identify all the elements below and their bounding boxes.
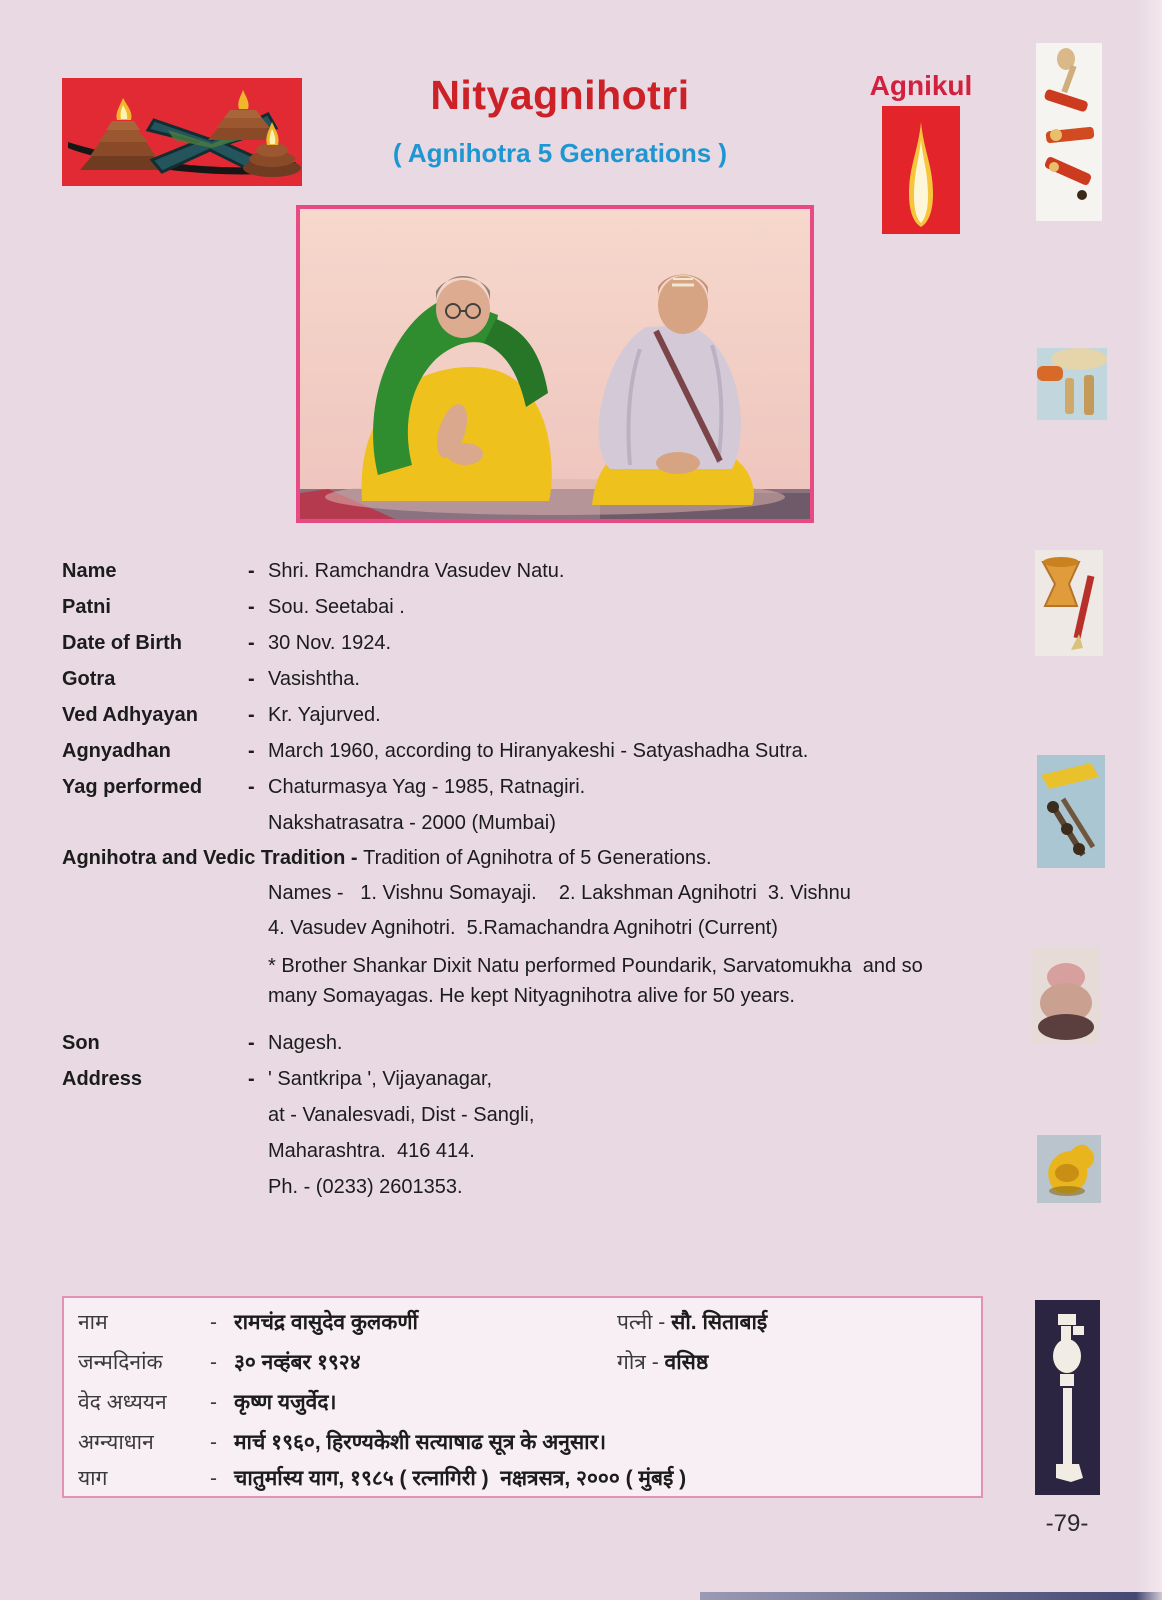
turmeric-conch-image — [1037, 1135, 1101, 1203]
detail-dash: - — [248, 632, 255, 654]
marathi-dash: - — [210, 1391, 217, 1414]
detail-label: Agnyadhan — [62, 740, 171, 762]
agnikul-flame-emblem — [882, 106, 960, 234]
marathi-dash: - — [210, 1351, 217, 1374]
side-photo-samidha-sticks — [1037, 755, 1105, 868]
marathi-right-label: गोत्र - — [617, 1351, 665, 1374]
marathi-value: कृष्ण यजुर्वेद। — [234, 1391, 337, 1414]
detail-row-patni — [62, 594, 1062, 620]
agnihotra-pyramids-logo — [62, 78, 302, 186]
detail-label: Name — [62, 560, 117, 582]
detail-value: Vasishtha. — [268, 668, 360, 690]
side-photo-carved-pillar — [1035, 1300, 1100, 1495]
wooden-vessel-brush-image — [1035, 550, 1103, 656]
marathi-label: अग्न्याधान — [78, 1431, 154, 1454]
detail-dash: - — [248, 668, 255, 690]
detail-dash: - — [248, 740, 255, 762]
side-photo-yajna-utensils — [1037, 348, 1107, 420]
marathi-right-value: सौ. सिताबाई — [671, 1311, 768, 1334]
page-subtitle: ( Agnihotra 5 Generations ) — [392, 138, 728, 168]
marathi-right-label: पत्नी - — [617, 1311, 672, 1334]
side-photo-wooden-vessel-brush — [1035, 550, 1103, 656]
yajna-utensils-image — [1037, 348, 1107, 420]
tradition-note-line1: * Brother Shankar Dixit Natu performed Poundarik, Sarvatomukha and so — [268, 955, 923, 977]
side-photo-turmeric-conch — [1037, 1135, 1101, 1203]
marathi-value: मार्च १९६०, हिरण्यकेशी सत्याषाढ सूत्र के अनुसार। — [234, 1431, 607, 1454]
pyramids-flames-icon — [62, 78, 302, 186]
detail-row-address — [62, 1066, 1062, 1092]
carved-pillar-image — [1035, 1300, 1100, 1495]
detail-value: Sou. Seetabai . — [268, 596, 405, 618]
detail-value: ' Santkripa ', Vijayanagar, — [268, 1068, 493, 1090]
detail-label: Ved Adhyayan — [62, 704, 198, 726]
yag-continuation: Nakshatrasatra - 2000 (Mumbai) — [268, 812, 556, 834]
detail-dash: - — [248, 560, 255, 582]
detail-label: Gotra — [62, 668, 116, 690]
couple-photo — [296, 205, 814, 523]
detail-value: March 1960, according to Hiranyakeshi - Satyashadha Sutra. — [268, 740, 809, 762]
detail-label: Patni — [62, 596, 111, 618]
side-photo-ritual-spoons — [1036, 43, 1102, 221]
detail-row-gotra — [62, 666, 1062, 692]
ritual-stones-image — [1032, 947, 1100, 1043]
detail-row-yag — [62, 774, 1062, 800]
marathi-label: याग — [78, 1467, 108, 1490]
marathi-dash: - — [210, 1431, 217, 1454]
page-title: Nityagnihotri — [430, 72, 690, 118]
address-line3: Maharashtra. 416 414. — [268, 1140, 475, 1162]
marathi-value: रामचंद्र वासुदेव कुलकर्णी — [234, 1311, 418, 1334]
detail-row-son — [62, 1030, 1062, 1056]
marathi-value: ३० नव्हंबर १९२४ — [234, 1351, 361, 1374]
couple-photo-image — [300, 209, 810, 519]
marathi-dash: - — [210, 1467, 217, 1490]
detail-row-name — [62, 558, 1062, 584]
side-photo-ritual-stones — [1032, 947, 1100, 1043]
marathi-right-cell — [617, 1350, 708, 1376]
detail-value: Kr. Yajurved. — [268, 704, 381, 726]
detail-dash: - — [248, 1068, 255, 1090]
marathi-label: जन्मदिनांक — [78, 1351, 163, 1374]
page-number: -79- — [1045, 1510, 1089, 1537]
marathi-label: वेद अध्ययन — [78, 1391, 167, 1414]
detail-dash: - — [248, 704, 255, 726]
detail-row-ved-adhyayan — [62, 702, 1062, 728]
address-line4: Ph. - (0233) 2601353. — [268, 1176, 463, 1198]
flame-icon — [882, 106, 960, 234]
detail-label: Yag performed — [62, 776, 203, 798]
detail-dash: - — [248, 1032, 255, 1054]
detail-label: Address — [62, 1068, 143, 1090]
tradition-label: Agnihotra and Vedic Tradition - — [62, 847, 364, 869]
detail-dash: - — [248, 596, 255, 618]
tradition-value: Tradition of Agnihotra of 5 Generations. — [363, 847, 712, 869]
detail-row-dob — [62, 630, 1062, 656]
address-line2: at - Vanalesvadi, Dist - Sangli, — [268, 1104, 535, 1126]
scan-edge-strip — [700, 1592, 1162, 1600]
tradition-row — [62, 845, 1062, 871]
marathi-value: चातुर्मास्य याग, १९८५ ( रत्नागिरी ) नक्षत्रसत्र, २००० ( मुंबई ) — [234, 1467, 687, 1490]
detail-row-agnyadhan — [62, 738, 1062, 764]
brand-name: Agnikul — [869, 70, 973, 101]
detail-label: Son — [62, 1032, 100, 1054]
marathi-right-value: वसिष्ठ — [664, 1351, 709, 1374]
detail-value: Chaturmasya Yag - 1985, Ratnagiri. — [268, 776, 586, 798]
detail-label: Date of Birth — [62, 632, 182, 654]
tradition-names-line1: Names - 1. Vishnu Somayaji. 2. Lakshman Agnihotri 3. Vishnu — [268, 882, 851, 904]
marathi-label: नाम — [78, 1311, 108, 1334]
detail-value: Shri. Ramchandra Vasudev Natu. — [268, 560, 565, 582]
tradition-names-line2: 4. Vasudev Agnihotri. 5.Ramachandra Agnihotri (Current) — [268, 917, 778, 939]
detail-value: Nagesh. — [268, 1032, 343, 1054]
tradition-note-line2: many Somayagas. He kept Nityagnihotra alive for 50 years. — [268, 985, 795, 1007]
marathi-dash: - — [210, 1311, 217, 1334]
detail-dash: - — [248, 776, 255, 798]
detail-value: 30 Nov. 1924. — [268, 632, 392, 654]
samidha-sticks-image — [1037, 755, 1105, 868]
ritual-spoons-image — [1036, 43, 1102, 221]
marathi-summary-box — [62, 1296, 983, 1498]
marathi-right-cell — [617, 1310, 767, 1336]
